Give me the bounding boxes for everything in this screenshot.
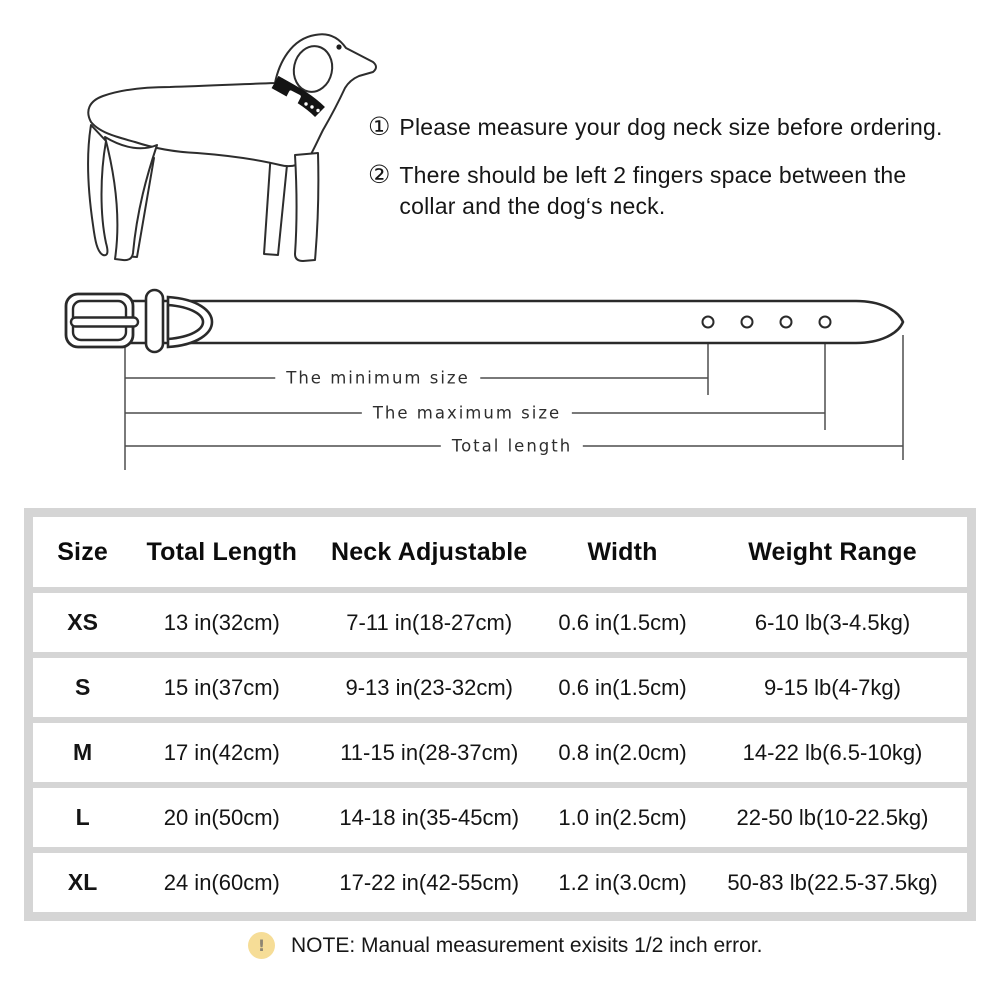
table-row-xl (29, 850, 972, 917)
buckle-prong (71, 318, 138, 327)
cell-width: 0.8 in(2.0cm) (547, 720, 698, 785)
size-table (24, 508, 976, 921)
cell-total-length: 24 in(60cm) (132, 850, 311, 917)
cell-weight: 22-50 lb(10-22.5kg) (698, 785, 972, 850)
cell-size: S (29, 655, 133, 720)
cell-neck: 14-18 in(35-45cm) (311, 785, 547, 850)
table-row-l (29, 785, 972, 850)
header-width: Width (587, 537, 658, 566)
dog-collar-stud (310, 105, 313, 108)
instructions (368, 112, 984, 239)
table-row-s (29, 655, 972, 720)
dog-near-front-leg (295, 153, 318, 261)
keeper-loop (146, 290, 163, 352)
cell-width: 0.6 in(1.5cm) (547, 590, 698, 655)
cell-total-length: 20 in(50cm) (132, 785, 311, 850)
cell-neck: 9-13 in(23-32cm) (311, 655, 547, 720)
header-weight-range: Weight Range (748, 537, 917, 566)
instruction-text-1: Please measure your dog neck size before ordering. (399, 114, 943, 140)
dog-tail (88, 125, 107, 255)
circled-number-2: ② (368, 160, 391, 189)
table-row-xs (29, 590, 972, 655)
dog-body (88, 34, 376, 166)
dog-collar-stud (304, 102, 307, 105)
instruction-item-1 (368, 112, 984, 143)
cell-neck: 7-11 in(18-27cm) (311, 590, 547, 655)
cell-weight: 50-83 lb(22.5-37.5kg) (698, 850, 972, 917)
table-header-row (29, 513, 972, 591)
cell-total-length: 15 in(37cm) (132, 655, 311, 720)
note-text: NOTE: Manual measurement exisits 1/2 inch error. (291, 934, 763, 957)
cell-width: 1.2 in(3.0cm) (547, 850, 698, 917)
header-total-length: Total Length (146, 537, 298, 566)
total-length-label: Total length (441, 437, 583, 456)
measurement-note (0, 928, 1000, 968)
min-size-label: The minimum size (275, 369, 480, 388)
header-neck-adjustable: Neck Adjustable (330, 537, 528, 566)
dog-near-rear-leg (105, 137, 157, 260)
dog-illustration (75, 25, 395, 270)
cell-width: 0.6 in(1.5cm) (547, 655, 698, 720)
cell-size: XS (29, 590, 133, 655)
cell-neck: 17-22 in(42-55cm) (311, 850, 547, 917)
table-row-m (29, 720, 972, 785)
instruction-item-2 (368, 160, 984, 222)
dog-eye (336, 44, 341, 49)
max-size-label: The maximum size (362, 404, 572, 423)
cell-width: 1.0 in(2.5cm) (547, 785, 698, 850)
header-size: Size (57, 537, 109, 566)
cell-size: XL (29, 850, 133, 917)
cell-total-length: 13 in(32cm) (132, 590, 311, 655)
cell-size: L (29, 785, 133, 850)
alert-icon: ! (248, 932, 275, 959)
cell-total-length: 17 in(42cm) (132, 720, 311, 785)
cell-weight: 14-22 lb(6.5-10kg) (698, 720, 972, 785)
circled-number-1: ① (368, 112, 391, 141)
dog-collar-stud (316, 109, 319, 112)
cell-size: M (29, 720, 133, 785)
instruction-text-2: There should be left 2 fingers space between the collar and the dog‘s neck. (399, 162, 907, 219)
cell-weight: 6-10 lb(3-4.5kg) (698, 590, 972, 655)
cell-neck: 11-15 in(28-37cm) (311, 720, 547, 785)
cell-weight: 9-15 lb(4-7kg) (698, 655, 972, 720)
